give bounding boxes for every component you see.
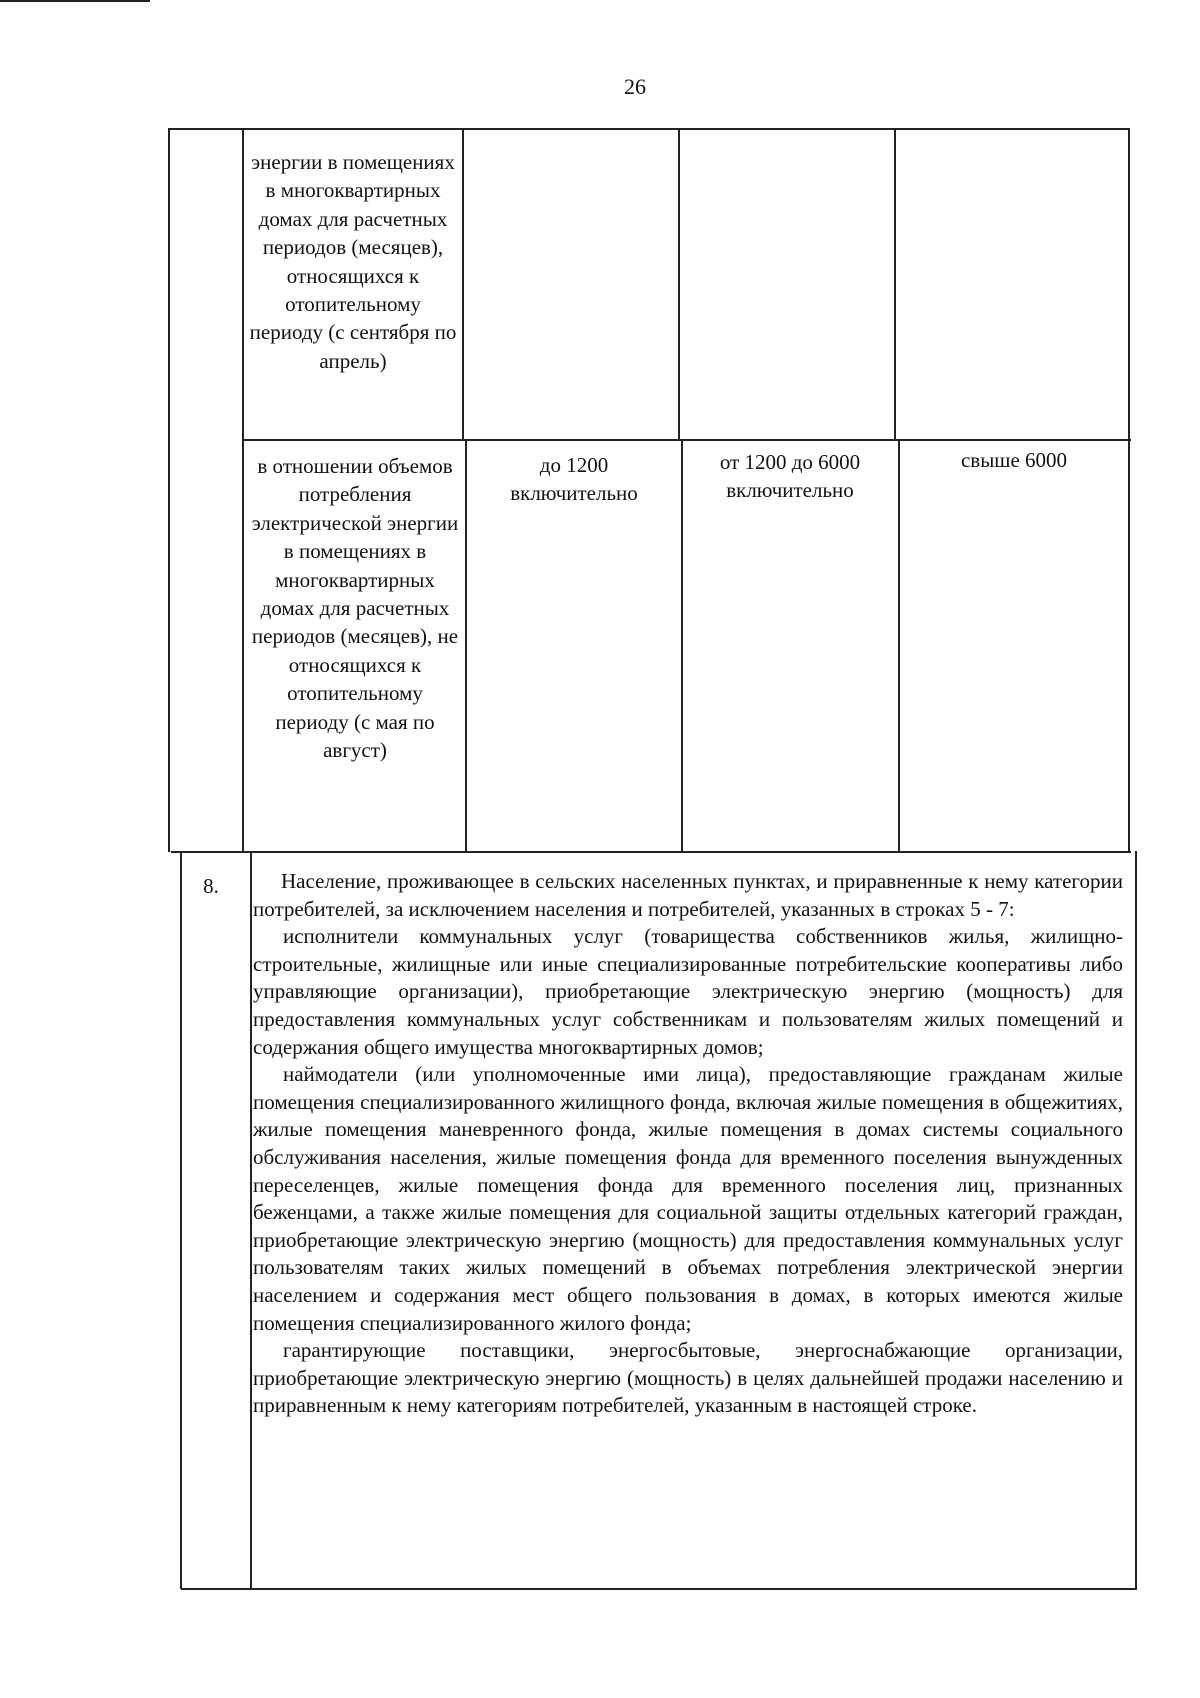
col-divider-4a — [894, 128, 896, 440]
range-over-6000: свыше 6000 — [960, 448, 1068, 472]
table-top-border — [168, 128, 1130, 130]
col-divider-2b — [465, 439, 467, 852]
page-number: 26 — [624, 74, 646, 99]
row-8-paragraph: наймодатели (или уполномоченные ими лица), предоставляющие гражданам жилые помещения специализированного жилищного фонда, включая жилые помещения в общежитиях, жилые помещения маневренного фонда, жилые помещения в домах системы социального обслуживания населения, жилые помещения фонда для временного поселения вынужденных переселенцев, жилые помещения фонда для временного поселения лиц, признанных беженцами, а также жилые помещения для социальной защиты отдельных категорий граждан, приобретающие электрическую энергию (мощность) для предоставления коммунальных услуг пользователям таких жилых помещений в объемах потребления электрической энергии населением и содержания мест общего пользования в домах, в которых имеются жилые помещения специализированного жилого фонда; — [253, 1062, 1123, 1335]
non-heating-period-description: в отношении объемов потребления электрической энергии в помещениях в многоквартирных домах для расчетных периодов (месяцев), не относящихся к отопительному периоду (с мая по август) — [251, 454, 459, 763]
row-divider-2 — [171, 851, 1131, 853]
table-right-border-lower — [1135, 851, 1137, 1589]
top-edge-rule — [0, 0, 150, 2]
row-8-paragraph: гарантирующие поставщики, энергосбытовые, энергоснабжающие организации, приобретающие электрическую энергию (мощность) в целях дальнейшей продажи населению и приравненным к нему категориям потребителей, указанным в настоящей строке. — [253, 1338, 1123, 1418]
col-divider-number — [242, 128, 244, 852]
row-8-paragraph: Население, проживающее в сельских населенных пунктах, и приравненные к нему категории потребителей, за исключением населения и потребителей, указанных в строках 5 - 7: — [253, 869, 1123, 921]
row-number-8: 8. — [203, 874, 219, 898]
col-divider-3b — [681, 439, 683, 852]
col-divider-4b — [898, 439, 900, 852]
col-divider-2a — [462, 128, 464, 440]
table-left-border-upper — [168, 128, 170, 852]
heating-period-description: энергии в помещениях в многоквартирных домах для расчетных периодов (месяцев), относящихся к отопительному периоду (с сентября по апрель) — [249, 150, 457, 373]
table-bottom-border — [181, 1588, 1137, 1590]
range-up-to-1200: до 1200 включительно — [510, 453, 638, 506]
table-right-border-upper — [1128, 128, 1130, 852]
row-divider-1 — [244, 439, 1131, 441]
col-divider-3a — [678, 128, 680, 440]
range-1200-to-6000: от 1200 до 6000 включительно — [719, 450, 861, 503]
table-left-border-lower — [180, 851, 182, 1589]
row-8-paragraph: исполнители коммунальных услуг (товарищества собственников жилья, жилищно-строительные, жилищные или иные специализированные потребительские кооперативы либо управляющие организации), приобретающие электрическую энергию (мощность) для предоставления коммунальных услуг собственникам и пользователям жилых помещений и содержания общего имущества многоквартирных домов; — [253, 924, 1123, 1059]
row-8-text — [253, 868, 1123, 1420]
col-divider-number-lower — [250, 851, 252, 1589]
